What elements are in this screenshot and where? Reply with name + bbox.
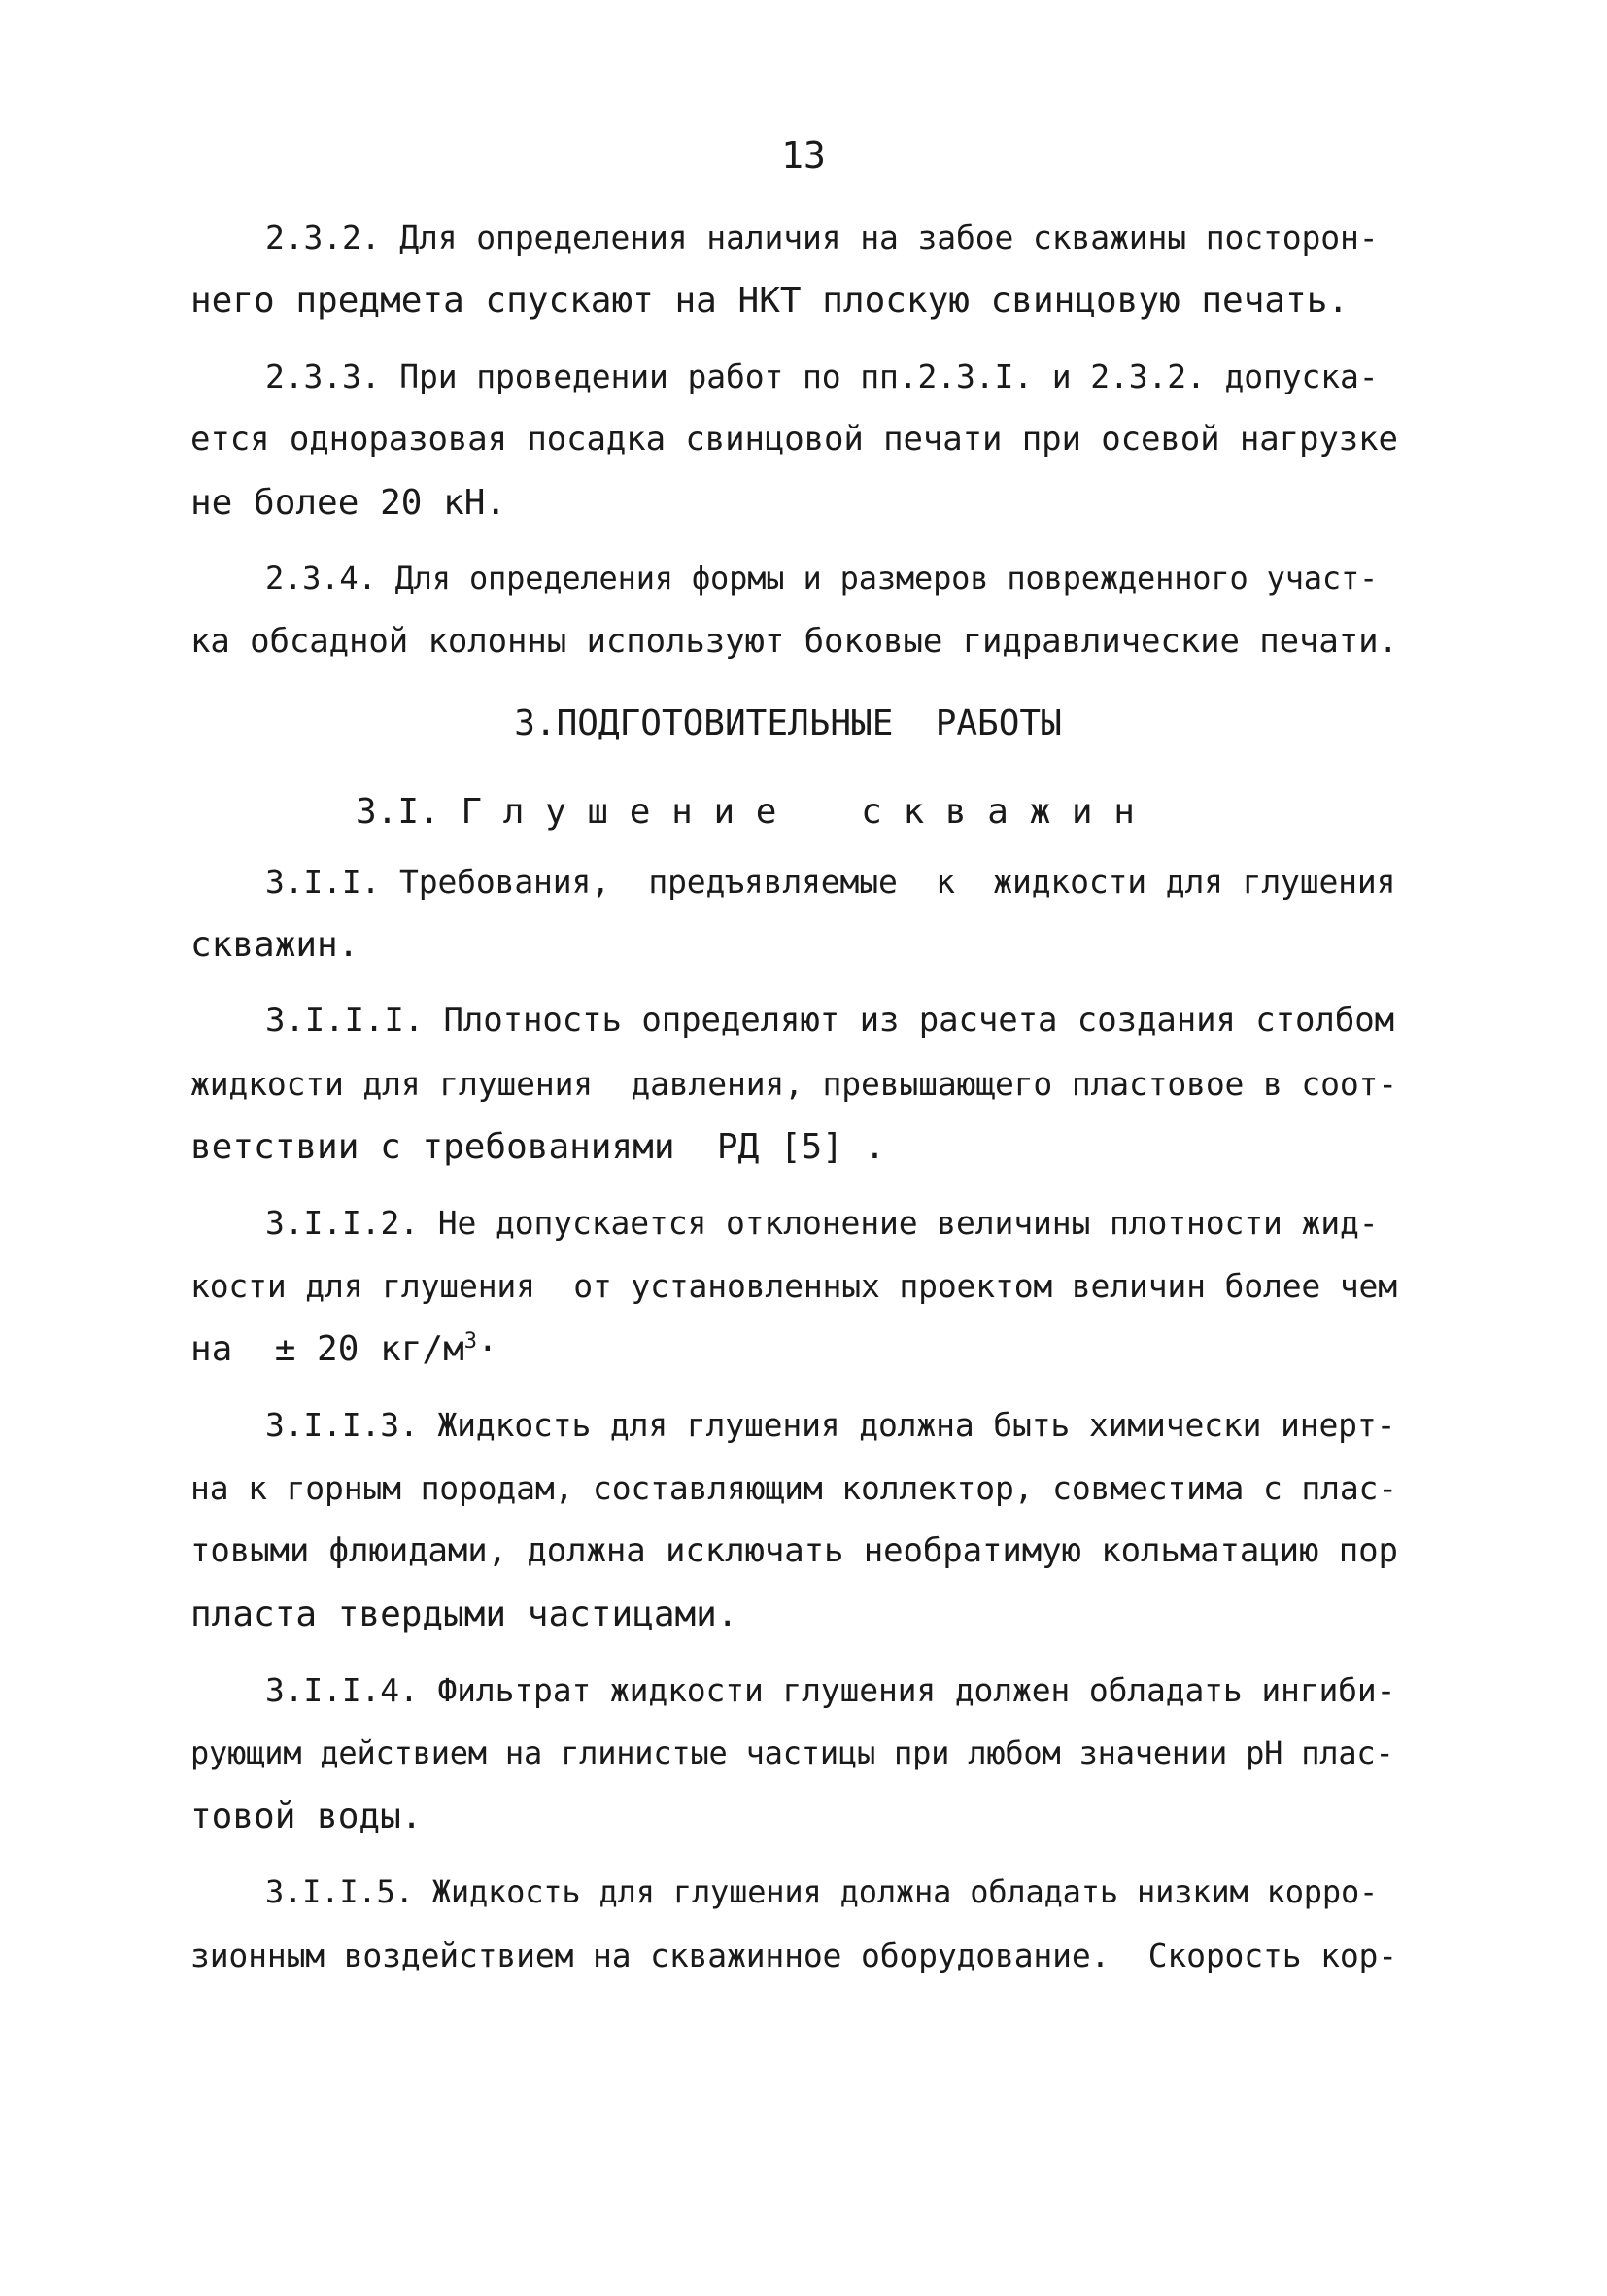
text-line: 3.I.I.3. Жидкость для глушения должна быть химически инерт- [265,1406,1396,1444]
text-line: 2.3.2. Для определения наличия на забое скважины посторон- [265,219,1379,257]
unit-exponent: 3 [463,1329,478,1354]
paragraph-3-1-1-1 [190,989,1415,1179]
page-number: 13 [781,134,826,177]
text-line: на к горным породам, составляющим коллектор, совместима с плас- [190,1469,1397,1507]
paragraph-3-1-1-3 [190,1393,1415,1646]
text-line: 2.3.3. При проведении работ по пп.2.3.I. и 2.3.2. допуска- [265,358,1379,395]
text-line: него предмета спускают на НКТ плоскую свинцовую печать. [190,281,1350,321]
text-line: 3.I.I.5. Жидкость для глушения должна обладать низким корро- [265,1873,1379,1910]
text-line: товыми флюидами, должна исключать необратимую кольматацию пор [190,1531,1398,1570]
document-body [190,206,1415,2000]
density-tolerance-text: на ± 20 кг/м [190,1329,464,1369]
paragraph-2-3-4 [190,547,1415,673]
text-line: не более 20 кН. [190,483,507,523]
text-line [190,1318,1415,1381]
text-line: товой воды. [190,1797,423,1836]
text-line: пласта твердыми частицами. [190,1594,738,1634]
paragraph-2-3-2 [190,206,1415,332]
text-line: зионным воздействием на скважинное оборудование. Скорость кор- [190,1936,1397,1974]
text-line: жидкости для глушения давления, превышающего пластовое в соот- [190,1065,1397,1103]
text-line: ется одноразовая посадка свинцовой печати при осевой нагрузке [190,420,1398,459]
paragraph-3-1-1-4 [190,1659,1415,1848]
text-line: ка обсадной колонны используют боковые гидравлические печати. [190,622,1398,661]
text-line: 3.I.I.I. Плотность определяют из расчета создания столбом [265,1001,1394,1040]
line-end-mark: · [477,1329,498,1369]
text-line: кости для глушения от установленных проектом величин более чем [190,1267,1397,1305]
paragraph-3-1-1-5 [190,1861,1415,1987]
paragraph-2-3-3 [190,345,1415,534]
text-line: рующим действием на глинистые частицы при любом значении рН плас- [190,1734,1394,1771]
paragraph-3-1-1 [190,850,1415,977]
paragraph-3-1-1-2 [190,1191,1415,1381]
text-line: 3.I.I. Требования, предъявляемые к жидкости для глушения [265,863,1396,901]
section-title-3: 3.ПОДГОТОВИТЕЛЬНЫЕ РАБОТЫ [514,703,1062,743]
text-line: 2.3.4. Для определения формы и размеров поврежденного участ- [265,560,1379,597]
subsection-title-3-1: 3.I. Г л у ш е н и е с к в а ж и н [356,792,1135,832]
text-line: скважин. [190,925,359,965]
text-line: 3.I.I.4. Фильтрат жидкости глушения должен обладать ингиби- [265,1671,1396,1709]
text-line: ветствии с требованиями РД [5] . [190,1127,886,1167]
text-line: 3.I.I.2. Не допускается отклонение величины плотности жид- [265,1204,1379,1242]
